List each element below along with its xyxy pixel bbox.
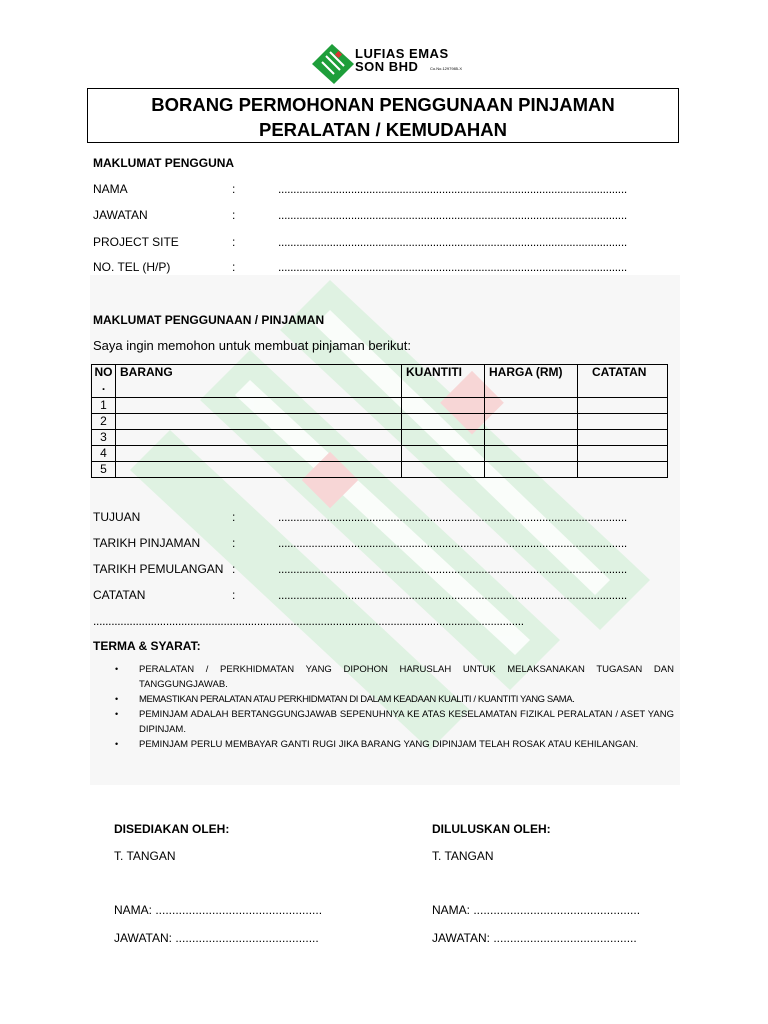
table-row — [92, 462, 668, 478]
cell-kuantiti[interactable] — [402, 430, 485, 446]
field-colon: : — [232, 510, 236, 524]
prepared-by-position[interactable]: JAWATAN: ........................................... — [114, 931, 319, 945]
loan-section-heading: MAKLUMAT PENGGUNAAN / PINJAMAN — [93, 313, 325, 327]
prepared-by-heading: DISEDIAKAN OLEH: — [114, 822, 230, 836]
table-row — [92, 398, 668, 414]
terms-item — [113, 707, 674, 737]
cell-kuantiti[interactable] — [402, 462, 485, 478]
cell-harga[interactable] — [485, 398, 578, 414]
bullet-icon: • — [115, 739, 119, 749]
prepared-by-name[interactable]: NAMA: .................................................. — [114, 903, 323, 917]
cell-barang[interactable] — [116, 414, 402, 430]
bullet-icon: • — [115, 694, 119, 704]
row-number: 4 — [92, 446, 116, 462]
column-header-harga: HARGA (RM) — [485, 365, 578, 398]
row-number: 2 — [92, 414, 116, 430]
company-logo — [312, 44, 462, 84]
field-input-tujuan[interactable]: ................................................................................................................... — [278, 510, 627, 524]
form-title-line1: BORANG PERMOHONAN PENGGUNAAN PINJAMAN — [151, 94, 615, 115]
field-label-tarikh-pemulangan: TARIKH PEMULANGAN — [93, 562, 224, 576]
cell-catatan[interactable] — [578, 430, 668, 446]
field-label-jawatan: JAWATAN — [93, 208, 148, 222]
approved-by-name[interactable]: NAMA: .................................................. — [432, 903, 641, 917]
cell-harga[interactable] — [485, 414, 578, 430]
approved-by-signature[interactable]: T. TANGAN — [432, 849, 494, 863]
terms-item — [113, 692, 674, 707]
approved-by-heading: DILULUSKAN OLEH: — [432, 822, 551, 836]
bullet-icon: • — [115, 709, 119, 719]
terms-item-text: MEMASTIKAN PERALATAN ATAU PERKHIDMATAN DI DALAM KEADAAN KUALITI / KUANTITI YANG SAMA. — [139, 694, 575, 705]
table-header-row — [92, 365, 668, 398]
table-row — [92, 446, 668, 462]
field-input-project-site[interactable]: ................................................................................................................... — [278, 235, 627, 249]
user-section-heading: MAKLUMAT PENGGUNA — [93, 156, 235, 170]
field-colon: : — [232, 182, 236, 196]
prepared-by-signature[interactable]: T. TANGAN — [114, 849, 176, 863]
bullet-icon: • — [115, 664, 119, 674]
field-input-tarikh-pinjaman[interactable]: ................................................................................................................... — [278, 536, 627, 550]
terms-heading: TERMA & SYARAT: — [93, 639, 201, 653]
column-header-barang: BARANG — [116, 365, 402, 398]
cell-barang[interactable] — [116, 430, 402, 446]
logo-name-line2: SON BHD — [355, 59, 419, 74]
field-input-catatan-continued[interactable]: .............................................................................................................................................. — [93, 614, 524, 628]
loan-section-intro: Saya ingin memohon untuk membuat pinjaman berikut: — [93, 338, 411, 353]
field-input-jawatan[interactable]: ................................................................................................................... — [278, 208, 627, 222]
table-row — [92, 430, 668, 446]
cell-kuantiti[interactable] — [402, 414, 485, 430]
cell-kuantiti[interactable] — [402, 446, 485, 462]
cell-catatan[interactable] — [578, 414, 668, 430]
column-header-no: NO . — [92, 365, 116, 398]
row-number: 1 — [92, 398, 116, 414]
logo-mark-icon — [312, 44, 354, 84]
cell-harga[interactable] — [485, 462, 578, 478]
form-title — [87, 88, 679, 143]
cell-harga[interactable] — [485, 446, 578, 462]
field-label-nama: NAMA — [93, 182, 128, 196]
field-label-project-site: PROJECT SITE — [93, 235, 179, 249]
column-header-kuantiti: KUANTITI — [402, 365, 485, 398]
terms-item — [113, 662, 674, 692]
terms-item-text: PERALATAN / PERKHIDMATAN YANG DIPOHON HARUSLAH UNTUK MELAKSANAKAN TUGASAN DAN TANGGUNGJAWAB. — [139, 664, 674, 690]
logo-name-line1: LUFIAS EMAS — [355, 46, 449, 61]
cell-barang[interactable] — [116, 446, 402, 462]
cell-catatan[interactable] — [578, 462, 668, 478]
column-header-catatan: CATATAN — [578, 365, 668, 398]
row-number: 5 — [92, 462, 116, 478]
row-number: 3 — [92, 430, 116, 446]
cell-catatan[interactable] — [578, 446, 668, 462]
cell-barang[interactable] — [116, 398, 402, 414]
field-colon: : — [232, 562, 236, 576]
terms-item-text: PEMINJAM ADALAH BERTANGGUNGJAWAB SEPENUHNYA KE ATAS KESELAMATAN FIZIKAL PERALATAN / ASET YANG DIPINJAM. — [139, 709, 674, 735]
field-colon: : — [232, 260, 236, 274]
field-input-catatan[interactable]: ................................................................................................................... — [278, 588, 627, 602]
cell-barang[interactable] — [116, 462, 402, 478]
form-title-line2: PERALATAN / KEMUDAHAN — [258, 119, 508, 140]
cell-kuantiti[interactable] — [402, 398, 485, 414]
terms-item — [113, 737, 674, 752]
field-input-tarikh-pemulangan[interactable]: ................................................................................................................... — [278, 562, 627, 576]
cell-harga[interactable] — [485, 430, 578, 446]
items-table — [91, 364, 668, 478]
field-colon: : — [232, 536, 236, 550]
field-label-tarikh-pinjaman: TARIKH PINJAMAN — [93, 536, 201, 550]
table-row — [92, 414, 668, 430]
field-colon: : — [232, 588, 236, 602]
field-input-nama[interactable]: ................................................................................................................... — [278, 182, 627, 196]
approved-by-position[interactable]: JAWATAN: ........................................... — [432, 931, 637, 945]
logo-reg-number: Co.No.1297985-X — [430, 66, 463, 71]
field-input-no-tel[interactable]: ................................................................................................................... — [278, 260, 627, 274]
field-colon: : — [232, 208, 236, 222]
field-label-tujuan: TUJUAN — [93, 510, 141, 524]
field-colon: : — [232, 235, 236, 249]
terms-item-text: PEMINJAM PERLU MEMBAYAR GANTI RUGI JIKA BARANG YANG DIPINJAM TELAH ROSAK ATAU KEHILANGAN. — [139, 739, 639, 750]
cell-catatan[interactable] — [578, 398, 668, 414]
field-label-no-tel: NO. TEL (H/P) — [93, 260, 171, 274]
field-label-catatan: CATATAN — [93, 588, 146, 602]
